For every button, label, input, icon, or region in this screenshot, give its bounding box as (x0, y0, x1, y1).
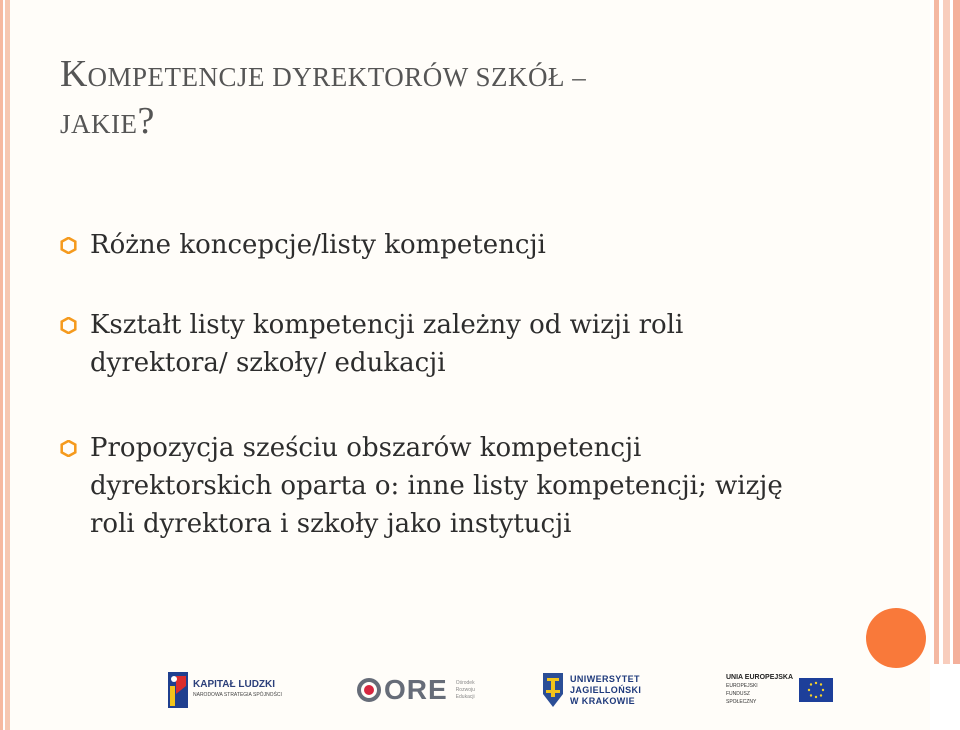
bullet-item (60, 306, 820, 382)
orange-circle-decoration (866, 608, 926, 668)
eu-name: UNIA EUROPEJSKA (726, 674, 794, 681)
slide-title (60, 52, 586, 146)
bullet-item (60, 429, 820, 543)
kapital-ludzki-logo (168, 668, 282, 712)
hexagon-bullet-icon (60, 317, 77, 334)
title-line-1: KOMPETENCJE DYREKTORÓW SZKÓŁ – (60, 53, 587, 95)
ore-circle-icon (356, 677, 382, 703)
uj-crest-icon (542, 672, 564, 708)
bullet-text: Propozycja sześciu obszarów kompetencji dyrektorskich oparta o: inne listy kompetencji; wizję roli dyrektora i szkoły jako instytucji (90, 433, 783, 539)
bullet-text: Kształt listy kompetencji zależny od wizji roli dyrektora/ szkoły/ edukacji (90, 310, 684, 378)
footer-logos (0, 668, 960, 718)
left-decorative-stripe (0, 0, 10, 730)
bullet-text: Różne koncepcje/listy kompetencji (90, 230, 546, 260)
ore-name: ORE (384, 674, 448, 705)
kapital-ludzki-subtitle: NARODOWA STRATEGIA SPÓJNOŚCI (193, 692, 282, 698)
ore-logo (356, 668, 490, 712)
kapital-ludzki-icon (168, 672, 188, 708)
uj-logo (542, 668, 640, 712)
eu-logo (726, 668, 833, 712)
hexagon-bullet-icon (60, 440, 77, 457)
ore-subtitle: Ośrodek Rozwoju Edukacji (455, 679, 475, 700)
right-decorative-stripes (930, 0, 960, 730)
uj-name: UNIWERSYTET JAGIELLOŃSKI W KRAKOWIE (570, 673, 642, 706)
title-line-2: JAKIE? (60, 100, 155, 142)
hexagon-bullet-icon (60, 237, 77, 254)
kapital-ludzki-name: KAPITAŁ LUDZKI (193, 679, 276, 690)
eu-subtitle: EUROPEJSKI FUNDUSZ SPOŁECZNY (726, 683, 758, 705)
eu-flag-icon (799, 678, 833, 702)
bullet-list (60, 226, 820, 543)
bullet-item (60, 226, 820, 264)
